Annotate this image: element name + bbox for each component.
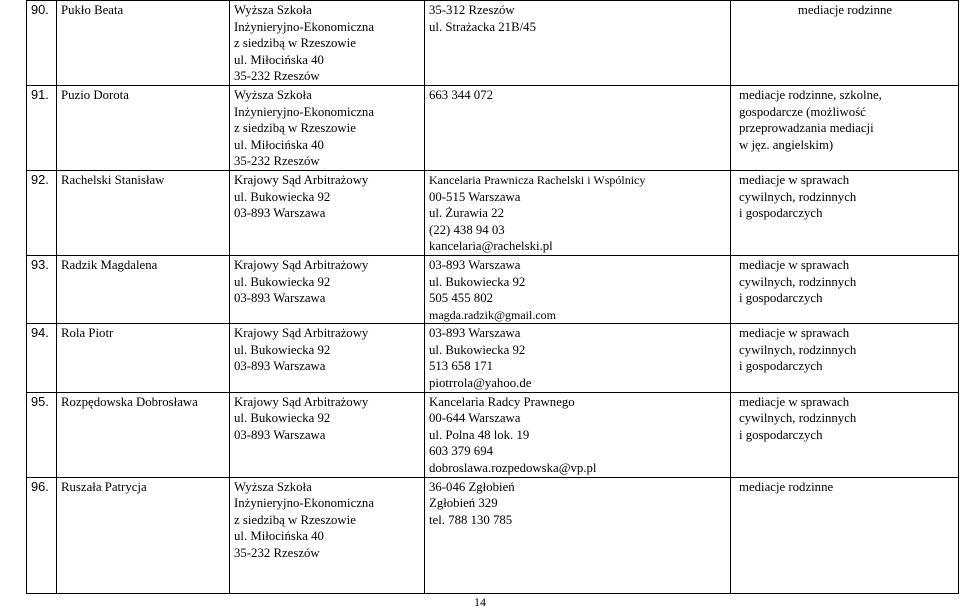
contact-line: 663 344 072 [429,87,493,102]
contact-line: 00-515 Warszawa [429,189,521,204]
contact-line: ul. Strażacka 21B/45 [429,19,536,34]
address-line: ul. Miłocińska 40 [234,529,324,544]
contact-line: 36-046 Zgłobień [429,479,515,494]
institution-address [230,392,425,477]
mediation-scope [731,1,959,86]
contact-details [425,477,731,593]
address-line: ul. Miłocińska 40 [234,137,324,152]
row-number: 90. [27,1,57,86]
contact-line: 35-312 Rzeszów [429,3,515,17]
contact-line: ul. Bukowiecka 92 [429,342,526,357]
contact-details [425,1,731,86]
address-line: Inżynieryjno-Ekonomiczna [234,19,375,34]
address-line: ul. Bukowiecka 92 [234,274,331,289]
address-line: Krajowy Sąd Arbitrażowy [234,394,369,409]
institution-address [230,85,425,170]
contact-line: ul. Bukowiecka 92 [429,274,526,289]
institution-address [230,170,425,255]
contact-line: Zgłobień 329 [429,496,498,511]
mediation-scope [731,477,959,593]
table-row [27,85,959,170]
address-line: ul. Bukowiecka 92 [234,411,331,426]
table-row [27,170,959,255]
contact-details [425,324,731,392]
contact-line: ul. Polna 48 lok. 19 [429,427,530,442]
scope-line: cywilnych, rodzinnych [739,411,857,426]
contact-line: Kancelaria Prawnicza Rachelski i Wspólnicy [429,172,646,187]
address-line: z siedzibą w Rzeszowie [234,36,356,51]
address-line: 03-893 Warszawa [234,291,326,306]
contact-line: 03-893 Warszawa [429,326,521,341]
mediator-name: Rachelski Stanisław [57,170,230,255]
page-number: 14 [474,595,486,609]
contact-line: Kancelaria Radcy Prawnego [429,394,575,409]
contact-details [425,170,731,255]
contact-line: ul. Żurawia 22 [429,206,504,221]
row-number: 93. [27,255,57,323]
address-line: Krajowy Sąd Arbitrażowy [234,257,369,272]
scope-line: i gospodarczych [739,291,823,306]
scope-line: przeprowadzania mediacji [739,121,874,136]
address-line: Wyższa Szkoła [234,3,312,17]
email-address: piotrrola@yahoo.de [429,376,532,391]
scope-line: i gospodarczych [739,206,823,221]
mediator-name: Pukło Beata [57,1,230,86]
table-row [27,1,959,86]
scope-line: mediacje w sprawach [739,257,850,272]
scope-line: mediacje w sprawach [739,394,850,409]
institution-address [230,324,425,392]
address-line: ul. Bukowiecka 92 [234,342,331,357]
contact-details [425,85,731,170]
address-line: z siedzibą w Rzeszowie [234,512,356,527]
contact-line: tel. 788 130 785 [429,512,513,527]
table-row [27,255,959,323]
contact-line: 603 379 694 [429,444,493,459]
mediation-scope [731,85,959,170]
row-number: 91. [27,85,57,170]
scope-line: mediacje rodzinne [739,479,834,494]
mediation-scope [731,255,959,323]
scope-line: mediacje w sprawach [739,326,850,341]
address-line: z siedzibą w Rzeszowie [234,121,356,136]
mediator-name: Radzik Magdalena [57,255,230,323]
scope-line: cywilnych, rodzinnych [739,342,857,357]
scope-line: gospodarcze (możliwość [739,104,866,119]
mediation-scope [731,392,959,477]
address-line: Inżynieryjno-Ekonomiczna [234,496,375,511]
mediator-name: Puzio Dorota [57,85,230,170]
mediator-name: Rola Piotr [57,324,230,392]
scope-line: w jęz. angielskim) [739,137,834,152]
address-line: 03-893 Warszawa [234,206,326,221]
contact-line: 513 658 171 [429,359,493,374]
contact-line: 03-893 Warszawa [429,257,521,272]
scope-line: mediacje rodzinne [797,3,893,17]
table-row [27,392,959,477]
table-row [27,477,959,593]
institution-address [230,477,425,593]
institution-address [230,255,425,323]
address-line: ul. Miłocińska 40 [234,52,324,67]
scope-line: mediacje w sprawach [739,172,850,187]
contact-details [425,392,731,477]
contact-line: (22) 438 94 03 [429,222,505,237]
address-line: 03-893 Warszawa [234,427,326,442]
contact-details [425,255,731,323]
address-line: Inżynieryjno-Ekonomiczna [234,104,375,119]
scope-line: i gospodarczych [739,427,823,442]
address-line: 35-232 Rzeszów [234,154,320,169]
mediator-name: Rozpędowska Dobrosława [57,392,230,477]
contact-line: 505 455 802 [429,291,493,306]
mediator-table-body [27,1,959,594]
email-address: dobroslawa.rozpedowska@vp.pl [429,461,597,476]
table-row [27,324,959,392]
mediation-scope [731,324,959,392]
address-line: Wyższa Szkoła [234,87,312,102]
row-number: 94. [27,324,57,392]
mediator-name: Ruszała Patrycja [57,477,230,593]
address-line: 35-232 Rzeszów [234,69,320,84]
address-line: Krajowy Sąd Arbitrażowy [234,326,369,341]
address-line: 03-893 Warszawa [234,359,326,374]
email-address: kancelaria@rachelski.pl [429,239,553,254]
mediation-scope [731,170,959,255]
scope-line: cywilnych, rodzinnych [739,274,857,289]
mediator-table [26,0,959,594]
scope-line: i gospodarczych [739,359,823,374]
scope-line: cywilnych, rodzinnych [739,189,857,204]
institution-address [230,1,425,86]
address-line: Krajowy Sąd Arbitrażowy [234,172,369,187]
contact-line: 00-644 Warszawa [429,411,521,426]
row-number: 95. [27,392,57,477]
address-line: ul. Bukowiecka 92 [234,189,331,204]
address-line: 35-232 Rzeszów [234,546,320,560]
row-number: 96. [27,477,57,593]
scope-line: mediacje rodzinne, szkolne, [739,87,882,102]
email-address: magda.radzik@gmail.com [429,307,557,322]
address-line: Wyższa Szkoła [234,479,312,494]
row-number: 92. [27,170,57,255]
